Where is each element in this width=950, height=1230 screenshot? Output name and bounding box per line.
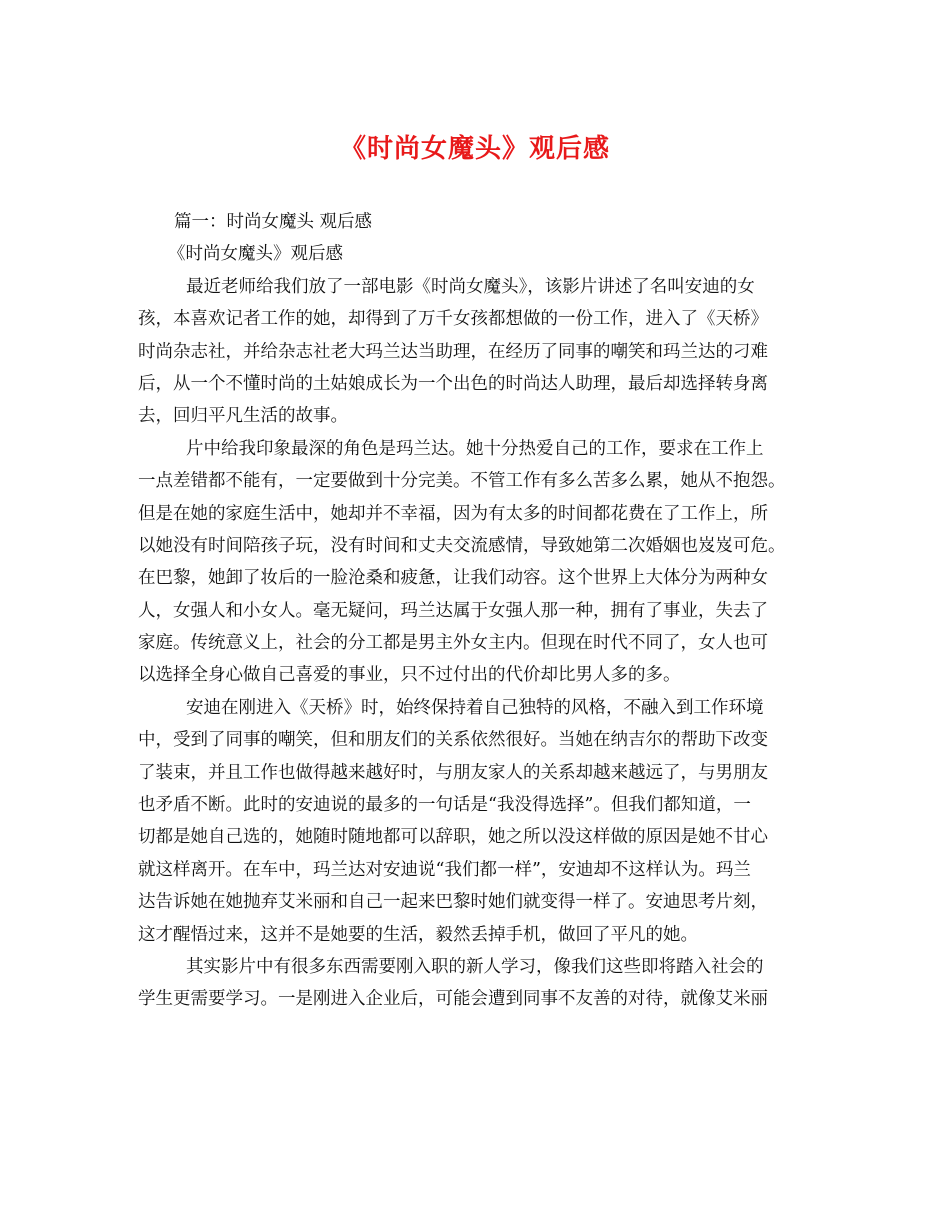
- text-line: 学生更需要学习。一是刚进入企业后，可能会遭到同事不友善的对待，就像艾米丽: [138, 989, 768, 1010]
- article-heading: 《时尚女魔头》观后感: [168, 244, 343, 265]
- document-body: [138, 206, 816, 1016]
- text-line: 这才醒悟过来，这并不是她要的生活，毅然丢掉手机，做回了平凡的她。: [138, 924, 698, 945]
- text-line: 就这样离开。在车中，玛兰达对安迪说“我们都一样”，安迪却不这样认为。玛兰: [138, 859, 751, 880]
- text-line: 人，女强人和小女人。毫无疑问，玛兰达属于女强人那一种，拥有了事业，失去了: [138, 600, 768, 621]
- text-line: 去，回归平凡生活的故事。: [138, 406, 348, 427]
- text-line: 最近老师给我们放了一部电影《时尚女魔头》，该影片讲述了名叫安迪的女: [186, 276, 755, 297]
- text-line: 也矛盾不断。此时的安迪说的最多的一句话是“我没得选择”。但我们都知道，一: [138, 795, 751, 816]
- text-line: 安迪在刚进入《天桥》时，始终保持着自己独特的风格，不融入到工作环境: [186, 697, 764, 718]
- text-line: 时尚杂志社，并给杂志社老大玛兰达当助理，在经历了同事的嘲笑和玛兰达的刁难: [138, 341, 768, 362]
- text-line: 一点差错都不能有，一定要做到十分完美。不管工作有多么苦多么累，她从不抱怨。: [138, 471, 786, 492]
- text-line: 其实影片中有很多东西需要刚入职的新人学习，像我们这些即将踏入社会的: [186, 956, 764, 977]
- text-line: 中，受到了同事的嘲笑，但和朋友们的关系依然很好。当她在纳吉尔的帮助下改变: [138, 730, 768, 751]
- text-line: 达告诉她在她抛弃艾米丽和自己一起来巴黎时她们就变得一样了。安迪思考片刻，: [138, 892, 768, 913]
- section-heading: 篇一：时尚女魔头 观后感: [174, 212, 373, 232]
- text-line: 片中给我印象最深的角色是玛兰达。她十分热爱自己的工作，要求在工作上: [186, 438, 764, 459]
- text-line: 后，从一个不懂时尚的土姑娘成长为一个出色的时尚达人助理，最后却选择转身离: [138, 373, 768, 394]
- text-line: 了装束，并且工作也做得越来越好时，与朋友家人的关系却越来越远了，与男朋友: [138, 762, 768, 783]
- text-line: 在巴黎，她卸了妆后的一脸沧桑和疲惫，让我们动容。这个世界上大体分为两种女: [138, 568, 768, 589]
- text-line: 孩，本喜欢记者工作的她，却得到了万千女孩都想做的一份工作，进入了《天桥》: [138, 309, 768, 330]
- text-line: 以她没有时间陪孩子玩，没有时间和丈夫交流感情，导致她第二次婚姻也岌岌可危。: [138, 535, 786, 556]
- text-line: 以选择全身心做自己喜爱的事业，只不过付出的代价却比男人多的多。: [138, 665, 681, 686]
- text-line: 家庭。传统意义上，社会的分工都是男主外女主内。但现在时代不同了，女人也可: [138, 633, 768, 654]
- text-line: 切都是她自己选的，她随时随地都可以辞职，她之所以没这样做的原因是她不甘心: [138, 827, 768, 848]
- text-line: 但是在她的家庭生活中，她却并不幸福，因为有太多的时间都花费在了工作上，所: [138, 503, 768, 524]
- document-title: 《时尚女魔头》观后感: [339, 134, 610, 164]
